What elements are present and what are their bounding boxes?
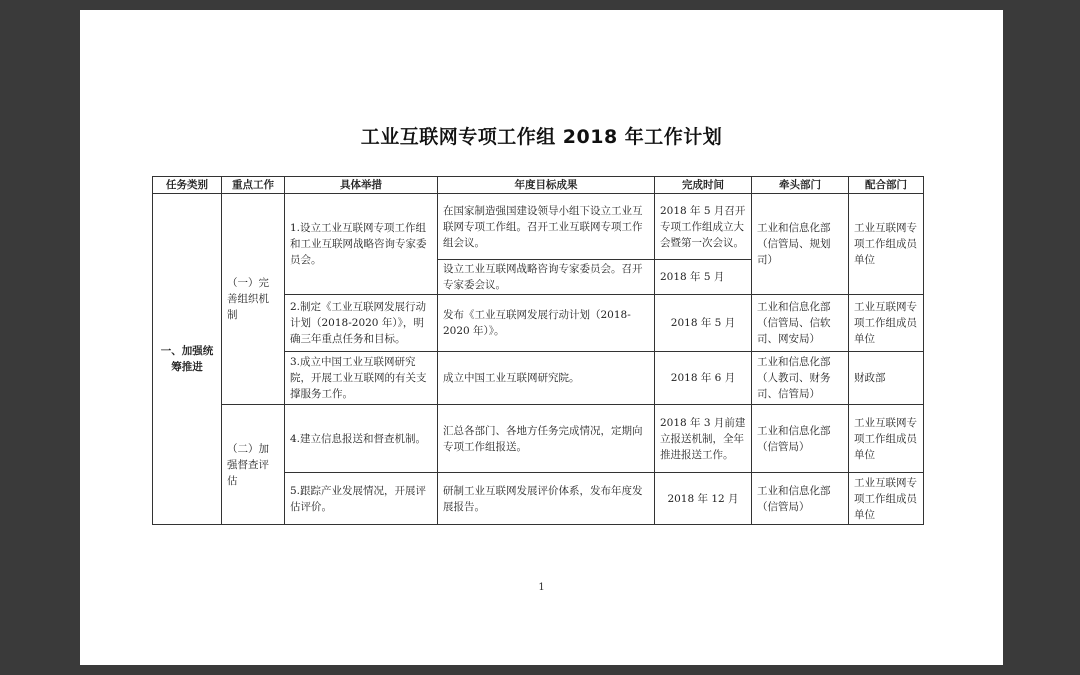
measure-cell: 2.制定《工业互联网发展行动计划（2018-2020 年）》，明确三年重点任务和目标。 [285, 295, 438, 352]
header-measures: 具体举措 [285, 177, 438, 194]
work-plan-table [152, 176, 924, 525]
time-cell: 2018 年 6 月 [655, 352, 752, 405]
measure-cell: 1.设立工业互联网专项工作组和工业互联网战略咨询专家委员会。 [285, 194, 438, 295]
lead-dept-cell: 工业和信息化部（信管局） [752, 473, 849, 525]
goal-cell: 研制工业互联网发展评价体系，发布年度发展报告。 [438, 473, 655, 525]
goal-cell: 成立中国工业互联网研究院。 [438, 352, 655, 405]
coop-dept-cell: 工业互联网专项工作组成员单位 [849, 473, 924, 525]
goal-cell: 设立工业互联网战略咨询专家委员会。召开专家委会议。 [438, 260, 655, 295]
header-row [153, 177, 924, 194]
header-completion-time: 完成时间 [655, 177, 752, 194]
measure-cell: 3.成立中国工业互联网研究院，开展工业互联网的有关支撑服务工作。 [285, 352, 438, 405]
document-title: 工业互联网专项工作组 2018 年工作计划 [360, 126, 723, 148]
coop-dept-cell: 工业互联网专项工作组成员单位 [849, 194, 924, 295]
goal-cell: 发布《工业互联网发展行动计划（2018-2020 年）》。 [438, 295, 655, 352]
time-cell: 2018 年 5 月召开专项工作组成立大会暨第一次会议。 [655, 194, 752, 260]
task-category-cell: 一、加强统筹推进 [153, 194, 222, 525]
time-cell: 2018 年 3 月前建立报送机制，全年推进报送工作。 [655, 405, 752, 473]
time-cell: 2018 年 12 月 [655, 473, 752, 525]
header-category: 任务类别 [153, 177, 222, 194]
lead-dept-cell: 工业和信息化部（信管局、规划司） [752, 194, 849, 295]
key-work-cell: （二）加强督查评估 [222, 405, 285, 525]
header-coop-dept: 配合部门 [849, 177, 924, 194]
header-annual-goal: 年度目标成果 [438, 177, 655, 194]
key-work-cell: （一）完善组织机制 [222, 194, 285, 405]
coop-dept-cell: 工业互联网专项工作组成员单位 [849, 295, 924, 352]
time-cell: 2018 年 5 月 [655, 295, 752, 352]
table-row [153, 194, 924, 260]
goal-cell: 汇总各部门、各地方任务完成情况，定期向专项工作组报送。 [438, 405, 655, 473]
lead-dept-cell: 工业和信息化部（人教司、财务司、信管局） [752, 352, 849, 405]
table-row [153, 405, 924, 473]
lead-dept-cell: 工业和信息化部（信管局、信软司、网安局） [752, 295, 849, 352]
header-lead-dept: 牵头部门 [752, 177, 849, 194]
lead-dept-cell: 工业和信息化部（信管局） [752, 405, 849, 473]
header-key-work: 重点工作 [222, 177, 285, 194]
document-page [80, 10, 1003, 665]
coop-dept-cell: 财政部 [849, 352, 924, 405]
measure-cell: 4.建立信息报送和督查机制。 [285, 405, 438, 473]
measure-cell: 5.跟踪产业发展情况，开展评估评价。 [285, 473, 438, 525]
goal-cell: 在国家制造强国建设领导小组下设立工业互联网专项工作组。召开工业互联网专项工作组会议。 [438, 194, 655, 260]
time-cell: 2018 年 5 月 [655, 260, 752, 295]
page-number: 1 [538, 582, 545, 593]
coop-dept-cell: 工业互联网专项工作组成员单位 [849, 405, 924, 473]
